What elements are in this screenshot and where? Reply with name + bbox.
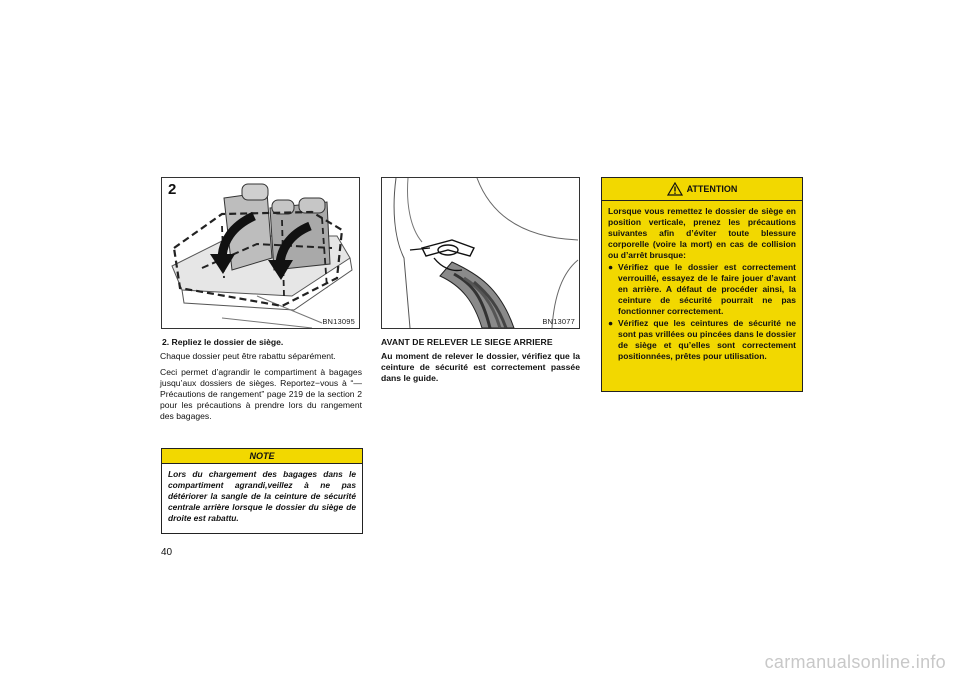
note-box (161, 448, 363, 534)
watermark-text: carmanualsonline.info (764, 652, 946, 672)
middle-text-column (381, 337, 580, 384)
rear-seat-fold-figure (161, 177, 360, 329)
seat-belt-guide-figure (381, 177, 580, 329)
figure-number: 2 (168, 181, 177, 198)
section-paragraph: Au moment de relever le dossier, vérifiez que la ceinture de sécurité est correctement passée dans le guide. (381, 351, 580, 383)
bullet-icon: ● (608, 318, 614, 328)
paragraph-2: Ceci permet d’agrandir le compartiment à bagages jusqu’aux dossiers de sièges. Reportez−vous à “—Précautions de rangement” page 219 de la section 2 pour les précautions à prendre lors du rangement des bagages. (160, 367, 362, 421)
page-number: 40 (161, 547, 173, 558)
note-title: NOTE (162, 449, 362, 464)
note-body: Lors du chargement des bagages dans le compartiment agrandi,veillez à ne pas détériorer la sangle de la ceinture de sécurité centrale arrière lorsque le dossier du siège de droite est rabattu. (168, 469, 356, 523)
left-text-column (160, 337, 362, 427)
attention-intro: Lorsque vous remettez le dossier de siège en position verticale, prenez les précautions suivantes afin d’éviter toute blessure corporelle (voire la mort) en cas de collision ou d’arrêt brusque: (608, 206, 796, 260)
attention-body (602, 201, 802, 368)
rear-seat-illustration (162, 178, 359, 328)
attention-bullet (608, 262, 796, 317)
seat-belt-illustration (382, 178, 579, 328)
figure-code: BN13095 (322, 317, 355, 326)
figure-code: BN13077 (542, 317, 575, 326)
paragraph-1: Chaque dossier peut être rabattu séparément. (160, 351, 336, 361)
step-heading: 2. Repliez le dossier de siège. (162, 337, 284, 347)
bullet-icon: ● (608, 262, 614, 272)
attention-title: ATTENTION (686, 184, 738, 194)
bullet-text: Vérifiez que les ceintures de sécurité ne sont pas vrillées ou pincées dans le dossier de siège et qu’elles sont correctement positionnées, prêtes pour utilisation. (618, 318, 796, 361)
attention-bullet (608, 318, 796, 362)
attention-box (601, 177, 803, 392)
warning-triangle-icon (667, 182, 683, 196)
section-heading: AVANT DE RELEVER LE SIEGE ARRIERE (381, 337, 553, 347)
attention-header (602, 178, 802, 201)
bullet-text: Vérifiez que le dossier est correctement verrouillé, essayez de le faire jouer d’avant en arrière. A défaut de procéder ainsi, la ceinture de sécurité pourrait ne pas fonctionner correctement. (618, 262, 796, 316)
